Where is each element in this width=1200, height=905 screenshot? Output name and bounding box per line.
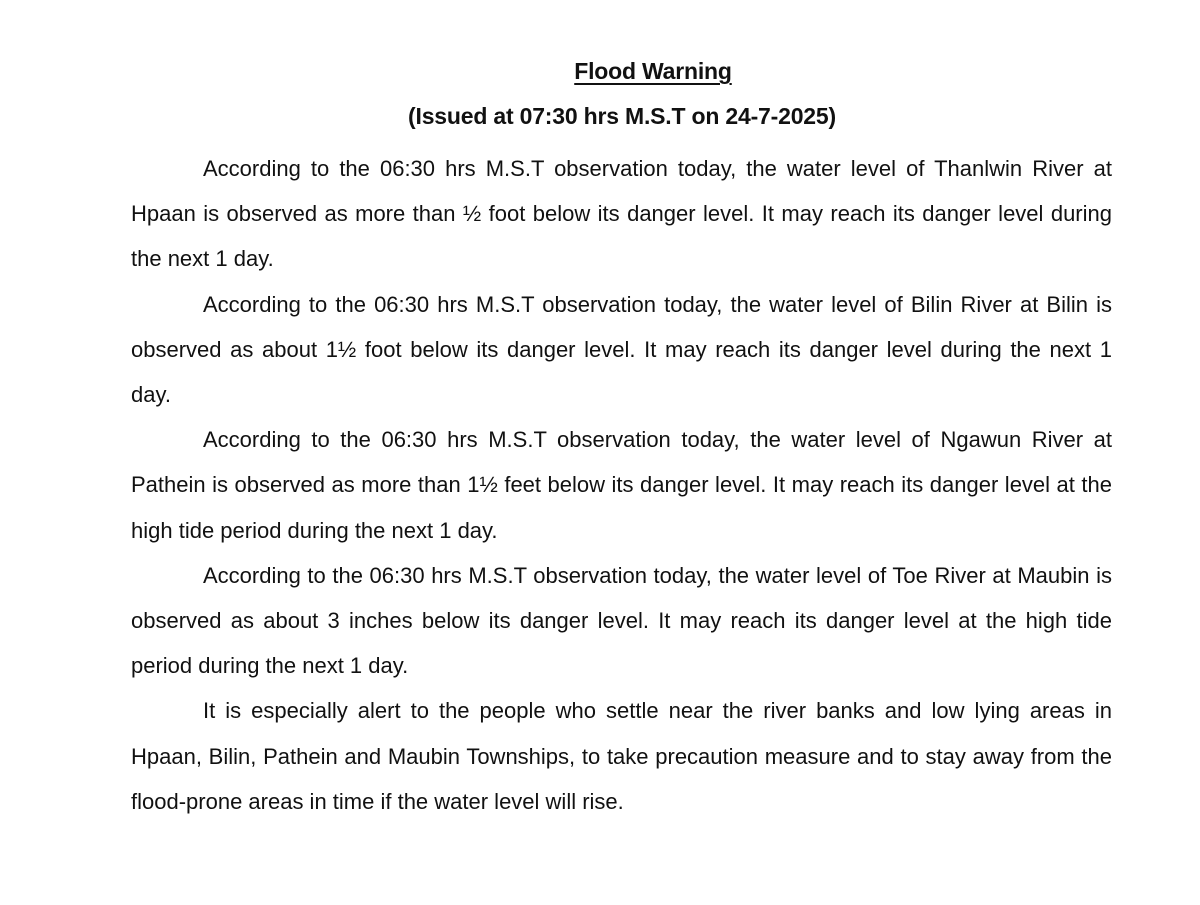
document-body — [131, 146, 1112, 824]
paragraph-toe-river: According to the 06:30 hrs M.S.T observation today, the water level of Toe River at Maubin is observed as about 3 inches below its danger level. It may reach its danger level at the high tide period during the next 1 day. — [131, 562, 1112, 679]
paragraph-alert: It is especially alert to the people who settle near the river banks and low lying areas in Hpaan, Bilin, Pathein and Maubin Townships, to take precaution measure and to stay away from the flood-prone areas in time if the water level will rise. — [131, 698, 1112, 814]
paragraph-thanlwin-river: According to the 06:30 hrs M.S.T observation today, the water level of Thanlwin River at Hpaan is observed as more than ½ foot below its danger level. It may reach its danger level during the next 1 day. — [131, 156, 1112, 272]
paragraph-ngawun-river: According to the 06:30 hrs M.S.T observation today, the water level of Ngawun River at Pathein is observed as more than 1½ feet below its danger level. It may reach its danger level at the high tide period during the next 1 day. — [131, 427, 1112, 543]
document-title: Flood Warning — [574, 58, 732, 84]
issued-line: (Issued at 07:30 hrs M.S.T on 24-7-2025) — [408, 103, 836, 129]
paragraph-bilin-river: According to the 06:30 hrs M.S.T observation today, the water level of Bilin River at Bilin is observed as about 1½ foot below its danger level. It may reach its danger level during the next 1 day. — [131, 291, 1112, 408]
